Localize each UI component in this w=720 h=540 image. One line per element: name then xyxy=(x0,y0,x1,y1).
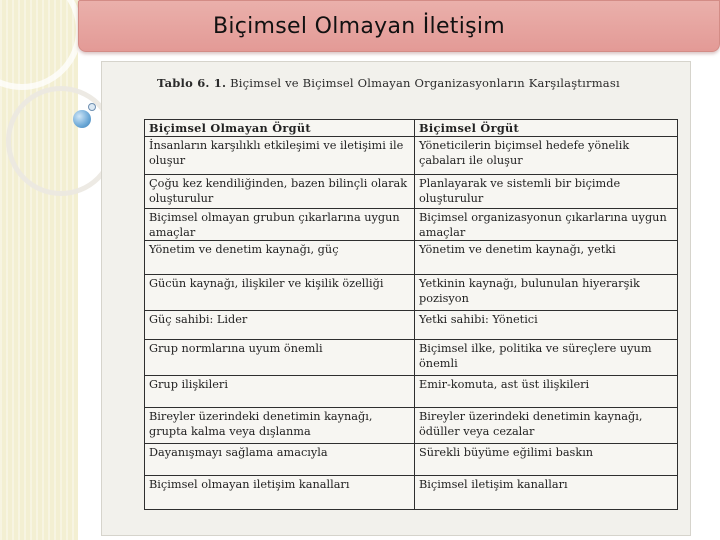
cell-informal: İnsanların karşılıklı etkileşimi ve iletişimi ile oluşur xyxy=(145,137,415,175)
cell-informal: Bireyler üzerindeki denetimin kaynağı, grupta kalma veya dışlanma xyxy=(145,408,415,444)
table-row xyxy=(145,340,678,376)
cell-informal: Biçimsel olmayan iletişim kanalları xyxy=(145,476,415,510)
table-row xyxy=(145,137,678,175)
cell-formal: Bireyler üzerindeki denetimin kaynağı, ödüller veya cezalar xyxy=(415,408,678,444)
cell-informal: Dayanışmayı sağlama amacıyla xyxy=(145,444,415,476)
cell-formal: Sürekli büyüme eğilimi baskın xyxy=(415,444,678,476)
table-row xyxy=(145,175,678,209)
comparison-table xyxy=(144,119,678,510)
header-informal: Biçimsel Olmayan Örgüt xyxy=(145,120,415,137)
cell-informal: Güç sahibi: Lider xyxy=(145,311,415,340)
cell-formal: Biçimsel organizasyonun çıkarlarına uygun amaçlar xyxy=(415,209,678,241)
cell-informal: Yönetim ve denetim kaynağı, güç xyxy=(145,241,415,275)
table-row xyxy=(145,241,678,275)
cell-formal: Planlayarak ve sistemli bir biçimde oluşturulur xyxy=(415,175,678,209)
table-row xyxy=(145,376,678,408)
table-row xyxy=(145,408,678,444)
cell-informal: Grup normlarına uyum önemli xyxy=(145,340,415,376)
table-caption-text: Biçimsel ve Biçimsel Olmayan Organizasyonların Karşılaştırması xyxy=(230,76,620,90)
header-formal: Biçimsel Örgüt xyxy=(415,120,678,137)
cell-informal: Biçimsel olmayan grubun çıkarlarına uygun amaçlar xyxy=(145,209,415,241)
cell-formal: Yöneticilerin biçimsel hedefe yönelik çabaları ile oluşur xyxy=(415,137,678,175)
decorative-circle xyxy=(6,86,116,196)
table-number: Tablo 6. 1. xyxy=(157,76,227,90)
cell-informal: Grup ilişkileri xyxy=(145,376,415,408)
table-row xyxy=(145,476,678,510)
table-header-row xyxy=(145,120,678,137)
table-row xyxy=(145,209,678,241)
cell-formal: Yetki sahibi: Yönetici xyxy=(415,311,678,340)
table-row xyxy=(145,275,678,311)
cell-formal: Biçimsel iletişim kanalları xyxy=(415,476,678,510)
slide-title: Biçimsel Olmayan İletişim xyxy=(212,13,506,39)
cell-formal: Yönetim ve denetim kaynağı, yetki xyxy=(415,241,678,275)
cell-informal: Çoğu kez kendiliğinden, bazen bilinçli olarak oluşturulur xyxy=(145,175,415,209)
scanned-table-image xyxy=(101,61,691,536)
cell-informal: Gücün kaynağı, ilişkiler ve kişilik özelliği xyxy=(145,275,415,311)
cell-formal: Yetkinin kaynağı, bulunulan hiyerarşik pozisyon xyxy=(415,275,678,311)
table-row xyxy=(145,444,678,476)
small-bullet-icon xyxy=(88,103,96,111)
table-caption xyxy=(157,76,620,90)
table-row xyxy=(145,311,678,340)
cell-formal: Emir-komuta, ast üst ilişkileri xyxy=(415,376,678,408)
cell-formal: Biçimsel ilke, politika ve süreçlere uyum önemli xyxy=(415,340,678,376)
title-bar xyxy=(78,0,720,52)
table-body xyxy=(145,137,678,510)
blue-bullet-icon xyxy=(73,110,91,128)
